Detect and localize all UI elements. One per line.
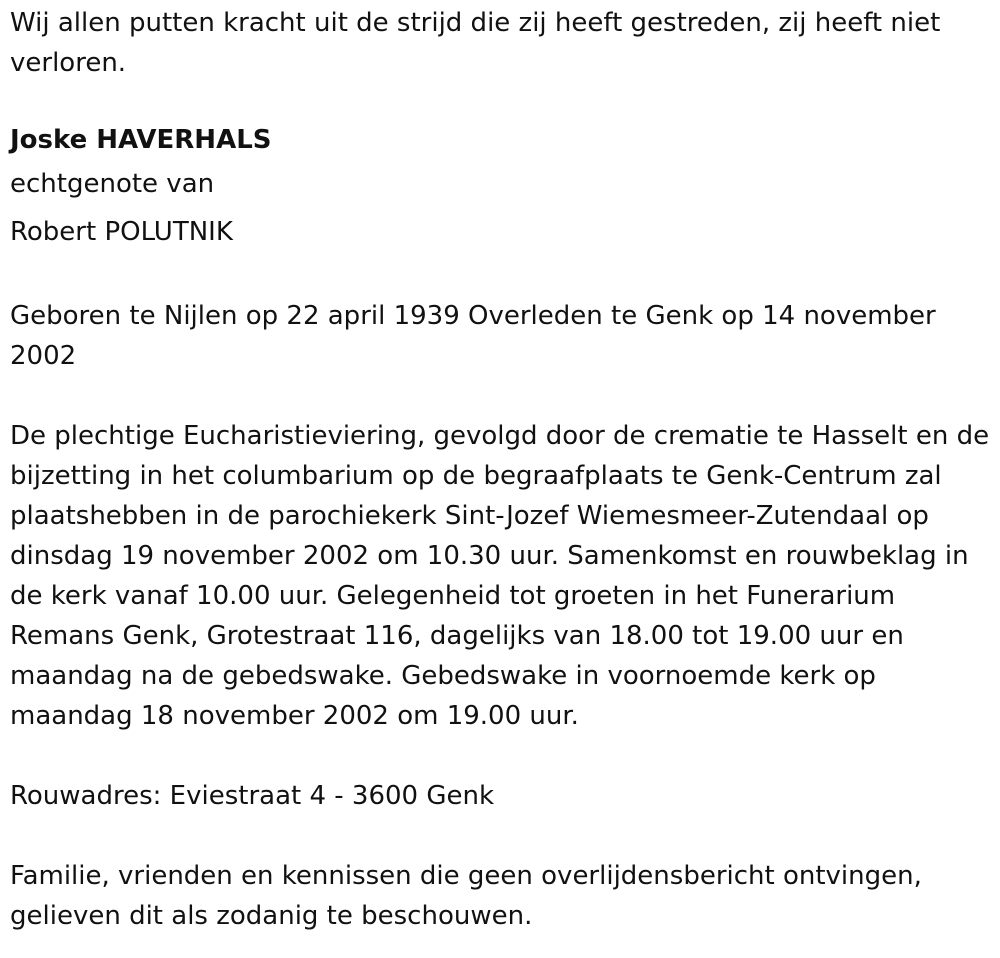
- relation-text: echtgenote van: [10, 169, 215, 199]
- obituary-document: [10, 3, 992, 936]
- spouse-name: Robert POLUTNIK: [10, 217, 233, 247]
- deceased-name: Joske HAVERHALS: [10, 125, 272, 155]
- ceremony-details: De plechtige Eucharistieviering, gevolgd door de crematie te Hasselt en de bijzetting in het columbarium op de begraafplaats te Genk-Centrum zal plaatshebben in de parochiekerk Sint-Jozef Wiemesmeer-Zutendaal op dinsdag 19 november 2002 om 10.30 uur. Samenkomst en rouwbeklag in de kerk vanaf 10.00 uur. Gelegenheid tot groeten in het Funerarium Remans Genk, Grotestraat 116, dagelijks van 18.00 tot 19.00 uur en maandag na de gebedswake. Gebedswake in voornoemde kerk op maandag 18 november 2002 om 19.00 uur.: [10, 421, 990, 731]
- mourning-address: Rouwadres: Eviestraat 4 - 3600 Genk: [10, 781, 495, 811]
- birth-death-dates: Geboren te Nijlen op 22 april 1939 Overleden te Genk op 14 november 2002: [10, 301, 936, 371]
- opening-quote: Wij allen putten kracht uit de strijd die zij heeft gestreden, zij heeft niet verloren.: [10, 8, 941, 78]
- closing-note: Familie, vrienden en kennissen die geen overlijdensbericht ontvingen, gelieven dit als zodanig te beschouwen.: [10, 861, 922, 931]
